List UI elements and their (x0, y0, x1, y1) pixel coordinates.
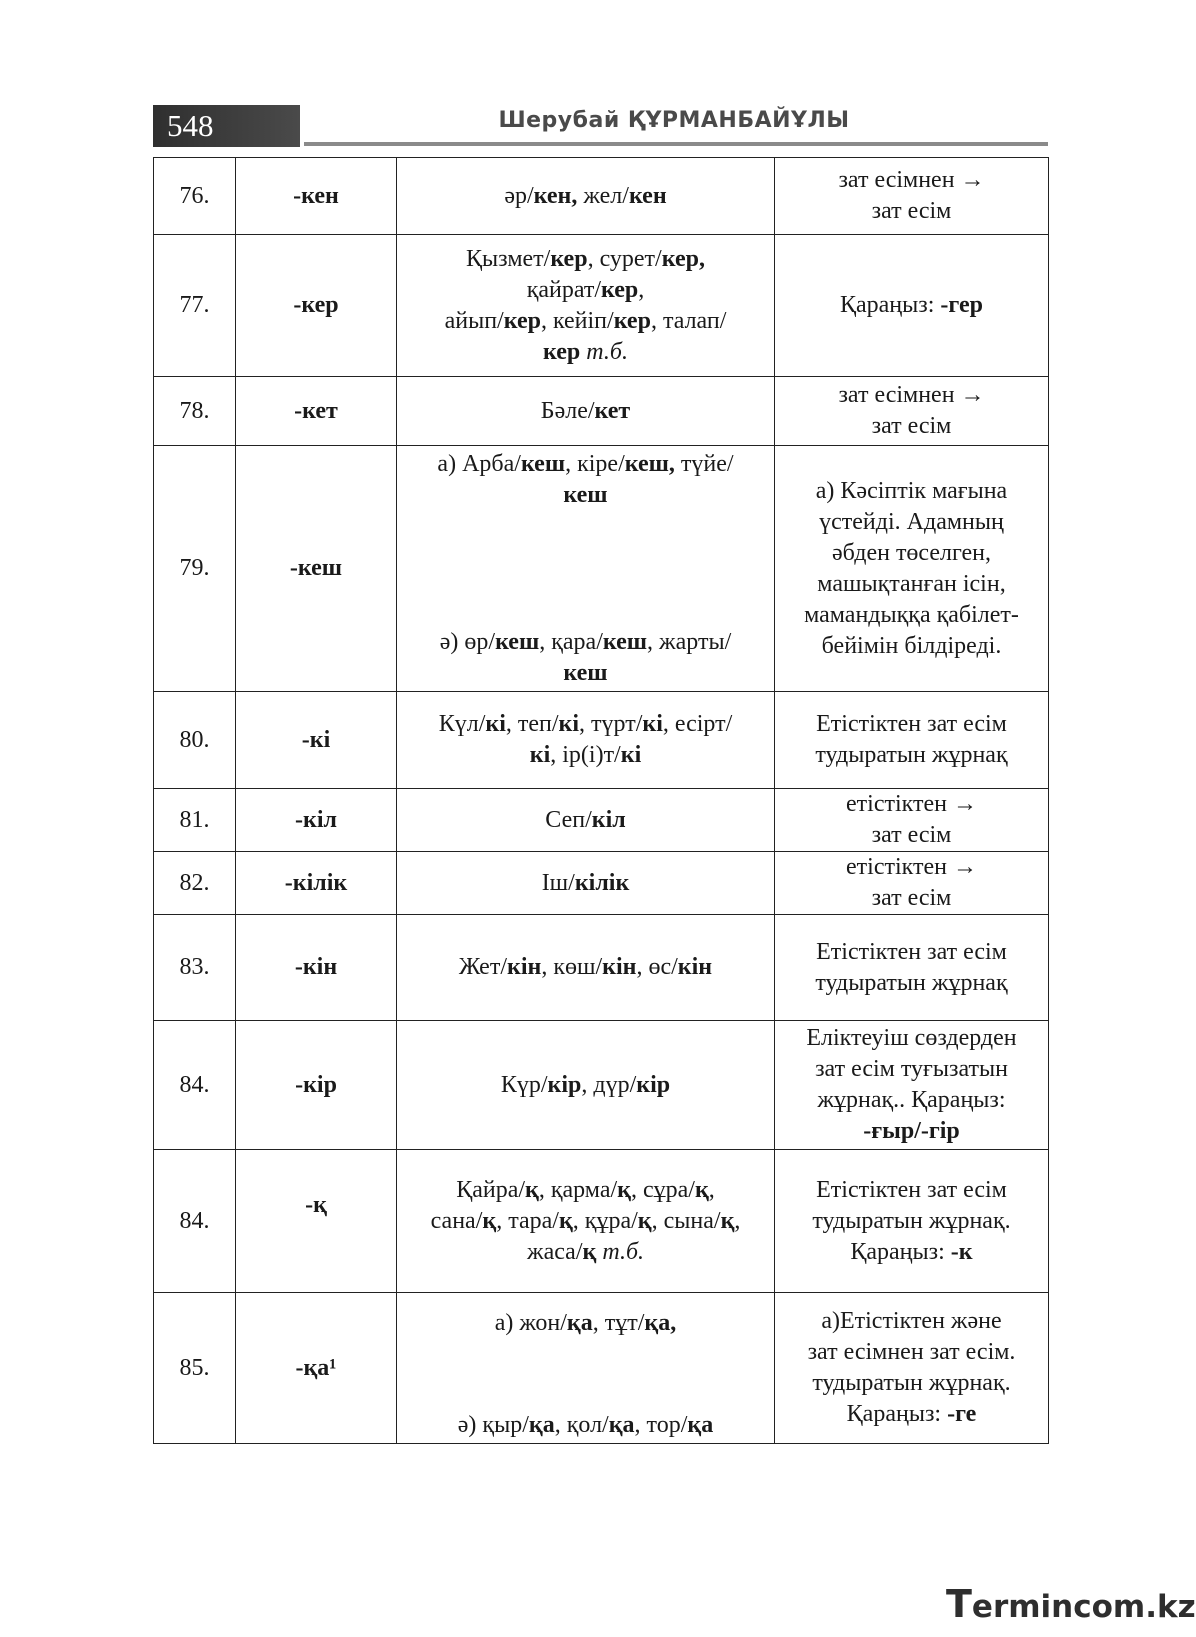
example-b: ә) өр/кеш, қара/кеш, жарты/ кеш (439, 628, 732, 686)
header-rule (304, 142, 1048, 146)
example-b: ә) қыр/қа, қол/қа, тор/қа (457, 1411, 714, 1438)
table-row (154, 915, 1049, 1021)
description-cell: зат есімнен → зат есім (775, 158, 1049, 235)
example-a: а) жон/қа, тұт/қа, (494, 1309, 677, 1336)
suffix-cell: -кер (236, 235, 397, 377)
suffix-cell: -кір (236, 1021, 397, 1150)
table-row (154, 1150, 1049, 1293)
example-cell: әр/кен, жел/кен (397, 158, 775, 235)
suffix-cell: -қ (236, 1150, 397, 1293)
table-row (154, 789, 1049, 852)
example-cell: Бәле/кет (397, 377, 775, 446)
example-cell (397, 1293, 775, 1444)
description-cell: Етістіктен зат есім тудыратын жұрнақ. Қараңыз: -к (775, 1150, 1049, 1293)
table-row (154, 692, 1049, 789)
table-row (154, 852, 1049, 915)
table-row (154, 446, 1049, 692)
description-cell: а)Етістіктен және зат есімнен зат есім. тудыратын жұрнақ. Қараңыз: -ге (775, 1293, 1049, 1444)
author-header: Шерубай ҚҰРМАНБАЙҰЛЫ (498, 108, 850, 133)
table-row (154, 377, 1049, 446)
suffix-cell: -кілік (236, 852, 397, 915)
description-cell: зат есімнен → зат есім (775, 377, 1049, 446)
row-number: 81. (154, 789, 236, 852)
suffix-cell: -кет (236, 377, 397, 446)
row-number: 77. (154, 235, 236, 377)
example-cell: Сеп/кіл (397, 789, 775, 852)
row-number: 84. (154, 1021, 236, 1150)
example-cell: Жет/кін, көш/кін, өс/кін (397, 915, 775, 1021)
site-logo: Termincom.kz (946, 1582, 1196, 1626)
example-cell: Күр/кір, дүр/кір (397, 1021, 775, 1150)
table-row (154, 1021, 1049, 1150)
example-cell: Іш/кілік (397, 852, 775, 915)
suffix-cell: -кеш (236, 446, 397, 692)
suffix-table (153, 157, 1049, 1444)
row-number: 79. (154, 446, 236, 692)
description-cell: Еліктеуіш сөздерден зат есім туғызатын жұрнақ.. Қараңыз: -ғыр/-гір (775, 1021, 1049, 1150)
example-a: а) Арба/кеш, кіре/кеш, түйе/ кеш (437, 450, 734, 508)
example-cell: Қайра/қ, қарма/қ, сұра/қ, сана/қ, тара/қ, құра/қ, сына/қ, жаса/қ т.б. (397, 1150, 775, 1293)
suffix-cell: -қа¹ (236, 1293, 397, 1444)
description-cell: Қараңыз: -гер (775, 235, 1049, 377)
description-cell: Етістіктен зат есім тудыратын жұрнақ (775, 692, 1049, 789)
description-cell: етістіктен → зат есім (775, 852, 1049, 915)
row-number: 80. (154, 692, 236, 789)
row-number: 84. (154, 1150, 236, 1293)
example-cell (397, 446, 775, 692)
suffix-cell: -кен (236, 158, 397, 235)
row-number: 85. (154, 1293, 236, 1444)
suffix-cell: -кін (236, 915, 397, 1021)
table-row (154, 235, 1049, 377)
row-number: 76. (154, 158, 236, 235)
row-number: 82. (154, 852, 236, 915)
description-cell: а) Кәсіптік мағына үстейді. Адамның әбден төселген, машықтанған ісін, мамандыққа қабілет- бейімін білдіреді. (775, 446, 1049, 692)
description-cell: етістіктен → зат есім (775, 789, 1049, 852)
description-cell: Етістіктен зат есім тудыратын жұрнақ (775, 915, 1049, 1021)
example-cell: Қызмет/кер, сурет/кер, қайрат/кер, айып/кер, кейіп/кер, талап/ кер т.б. (397, 235, 775, 377)
table-row (154, 158, 1049, 235)
suffix-cell: -кіл (236, 789, 397, 852)
example-cell: Күл/кі, теп/кі, түрт/кі, есірт/ кі, ір(і)т/кі (397, 692, 775, 789)
suffix-cell: -кі (236, 692, 397, 789)
page-number: 548 (153, 105, 300, 147)
table-row (154, 1293, 1049, 1444)
row-number: 78. (154, 377, 236, 446)
row-number: 83. (154, 915, 236, 1021)
